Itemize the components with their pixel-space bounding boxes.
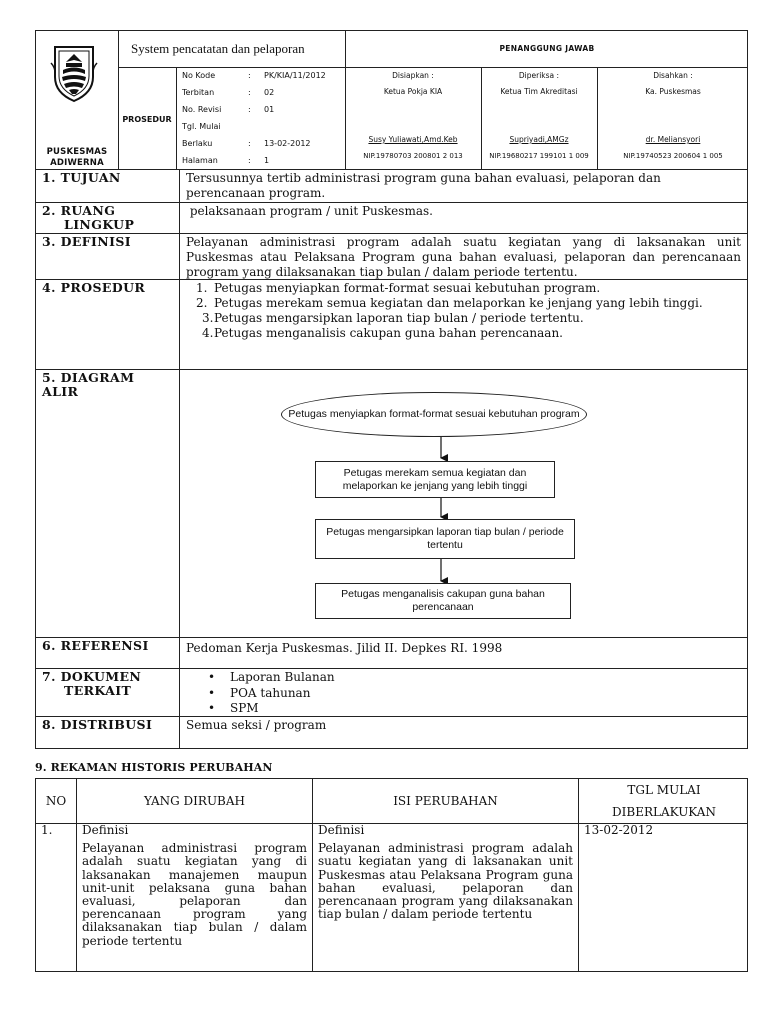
procedure-step: 2. Petugas merekam semua kegiatan dan melaporkan ke jenjang yang lebih tinggi.: [196, 296, 703, 310]
flow-step-box: Petugas menganalisis cakupan guna bahan perencanaan: [315, 583, 571, 619]
row-number: 1.: [41, 823, 53, 837]
content-cell: Definisi Pelayanan administrasi program adalah suatu kegiatan yang di laksanakan unit Puskesmas atau Pelaksana Program guna bahan evaluasi, pelaporan dan perencanaan program yang dilaksanakan tiap bulan / dalam periode tertentu: [318, 823, 573, 922]
procedure-label: PROSEDUR: [122, 114, 172, 124]
signatory-nip: NIP.19740523 200604 1 005: [623, 152, 723, 160]
procedure-step: 3. Petugas mengarsipkan laporan tiap bulan / periode tertentu.: [202, 311, 584, 325]
signatory-nip: NIP.19780703 200801 2 013: [363, 152, 463, 160]
signatory-role: Disahkan :: [653, 71, 693, 80]
meta-row: Tgl. Mulai: [182, 122, 221, 131]
meta-row: Terbitan : 02: [182, 88, 275, 97]
section-label: 4. PROSEDUR: [36, 280, 180, 369]
flow-step-box: Petugas merekam semua kegiatan dan melaporkan ke jenjang yang lebih tinggi: [315, 461, 555, 498]
sop-document: [35, 30, 748, 749]
column-header: YANG DIRUBAH: [143, 794, 245, 808]
meta-row: No. Revisi : 01: [182, 105, 275, 114]
signatory-role: Disiapkan :: [392, 71, 434, 80]
flow-diagram: [181, 370, 747, 637]
section-dokumen-terkait: [35, 669, 748, 717]
section-text: Tersusunnya tertib administrasi program guna bahan evaluasi, pelaporan dan perencanaan program.: [186, 171, 661, 200]
system-title: System pencatatan dan pelaporan: [131, 41, 305, 56]
section-label: 6. REFERENSI: [36, 638, 180, 668]
list-item: • SPM: [208, 701, 741, 717]
section-text: pelaksanaan program / unit Puskesmas.: [186, 204, 433, 218]
procedure-step: 1. Petugas menyiapkan format-format sesuai kebutuhan program.: [196, 281, 601, 295]
section-text: Pelayanan administrasi program adalah suatu kegiatan yang di laksanakan unit Puskesmas atau Pelaksana Program guna bahan evaluasi, pelaporan dan perencanaan program yang dilaksanakan tiap bulan / dalam periode tertentu.: [186, 235, 741, 279]
column-header: ISI PERUBAHAN: [393, 794, 498, 808]
meta-row: Halaman : 1: [182, 156, 270, 165]
section-ruang-lingkup: [35, 203, 748, 234]
signatory-name: Susy Yuliawati,Amd.Keb: [368, 135, 458, 144]
meta-row: No Kode : PK/KIA/11/2012: [182, 71, 326, 80]
signatory-approved: [597, 67, 749, 171]
signatory-position: Ketua Tim Akreditasi: [500, 87, 578, 96]
list-item: • POA tahunan: [208, 686, 741, 702]
changed-cell: Definisi Pelayanan administrasi program adalah suatu kegiatan yang di laksanakan manajemen maupun unit-unit pelaksana guna bahan evaluasi, pelaporan dan perencanaan program yang dilaksanakan tiap bulan / dalam periode tertentu: [82, 823, 307, 948]
signatory-nip: NIP.19680217 199101 1 009: [489, 152, 589, 160]
flow-step-box: Petugas mengarsipkan laporan tiap bulan / periode tertentu: [315, 519, 575, 559]
org-name-line2: ADIWERNA: [50, 158, 104, 168]
section-label: 7. DOKUMEN TERKAIT: [36, 669, 180, 716]
organization-name: [36, 147, 118, 169]
document-header: [35, 30, 748, 170]
section-label: 3. DEFINISI: [36, 234, 180, 279]
signatory-name: Supriyadi,AMGz: [509, 135, 569, 144]
regency-emblem-icon: [49, 43, 99, 103]
section-text: Semua seksi / program: [186, 718, 327, 732]
signatory-position: Ka. Puskesmas: [645, 87, 701, 96]
signatory-prepared: [345, 67, 481, 171]
history-table: [35, 778, 748, 972]
signatory-checked: [481, 67, 597, 171]
signatory-role: Diperiksa :: [518, 71, 560, 80]
history-title: 9. REKAMAN HISTORIS PERUBAHAN: [35, 761, 273, 774]
section-distribusi: [35, 717, 748, 749]
signatory-name: dr. Meliansyori: [645, 135, 701, 144]
meta-row: Berlaku : 13-02-2012: [182, 139, 311, 148]
flow-start-oval: Petugas menyiapkan format-format sesuai kebutuhan program: [281, 392, 587, 437]
org-name-line1: PUSKESMAS: [46, 147, 108, 157]
column-header: TGL MULAI DIBERLAKUKAN: [612, 783, 716, 819]
section-referensi: [35, 638, 748, 669]
section-label: 2. RUANG LINGKUP: [36, 203, 180, 233]
procedure-step: 4. Petugas menganalisis cakupan guna bahan perencanaan.: [202, 326, 563, 340]
signatory-position: Ketua Pokja KIA: [383, 87, 443, 96]
section-prosedur: [35, 280, 748, 370]
section-definisi: [35, 234, 748, 280]
related-documents: [181, 669, 747, 716]
section-tujuan: [35, 170, 748, 203]
section-label: 1. TUJUAN: [36, 170, 180, 202]
section-label: 5. DIAGRAM ALIR: [36, 370, 180, 637]
column-header: NO: [45, 794, 67, 808]
logo-cell: [36, 31, 118, 171]
section-diagram-alir: [35, 370, 748, 638]
list-item: • Laporan Bulanan: [208, 670, 741, 686]
section-text: Pedoman Kerja Puskesmas. Jilid II. Depkes RI. 1998: [186, 641, 503, 655]
procedure-list: [181, 280, 747, 369]
responsible-title: PENANGGUNG JAWAB: [499, 44, 595, 53]
section-label: 8. DISTRIBUSI: [36, 717, 180, 748]
effective-date: 13-02-2012: [584, 823, 654, 837]
